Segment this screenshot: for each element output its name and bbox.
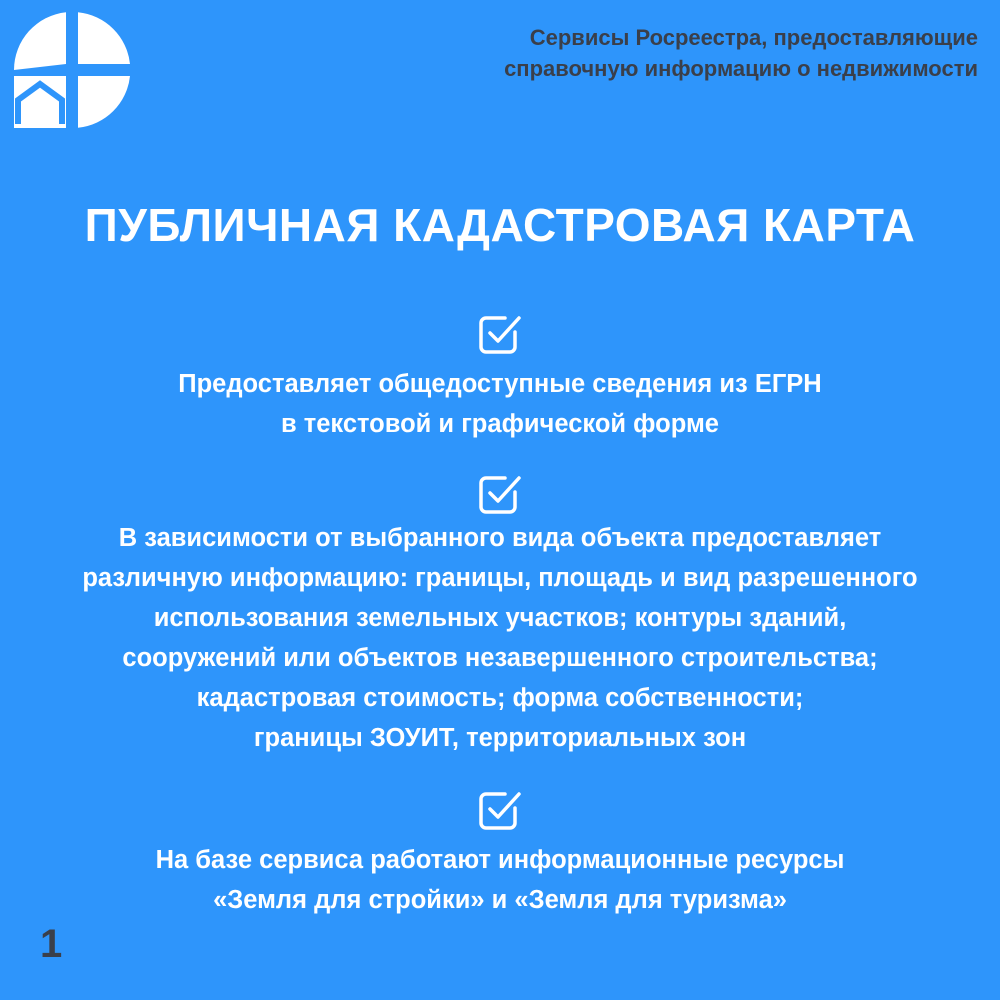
info-item-1-text: Предоставляет общедоступные сведения из ЕГРН в текстовой и графической форме <box>178 370 822 438</box>
info-item-3-text: На базе сервиса работают информационные ресурсы «Земля для стройки» и «Земля для туризма» <box>155 846 845 914</box>
info-item-2-text: В зависимости от выбранного вида объекта предоставляет различную информацию: границы, площадь и вид разрешенного использования земельных участков; контуры зданий, сооружений или объектов незавершенного строительства; кадастровая стоимость; форма собственности; границы ЗОУИТ, территориальных зон <box>82 524 918 752</box>
rosreestr-logo-icon <box>14 12 130 128</box>
header-subtitle-line-1: Сервисы Росреестра, предоставляющие <box>529 25 978 50</box>
checkbox-check-icon <box>475 468 525 518</box>
info-item-2 <box>0 468 1000 758</box>
page-number: 1 <box>40 922 63 966</box>
header-subtitle <box>504 22 978 84</box>
checkbox-check-icon <box>475 784 525 834</box>
info-item-1 <box>0 308 1000 444</box>
checkbox-check-icon <box>475 308 525 358</box>
header-subtitle-line-2: справочную информацию о недвижимости <box>504 56 978 81</box>
page-title: ПУБЛИЧНАЯ КАДАСТРОВАЯ КАРТА <box>84 199 916 251</box>
info-item-3 <box>0 784 1000 920</box>
